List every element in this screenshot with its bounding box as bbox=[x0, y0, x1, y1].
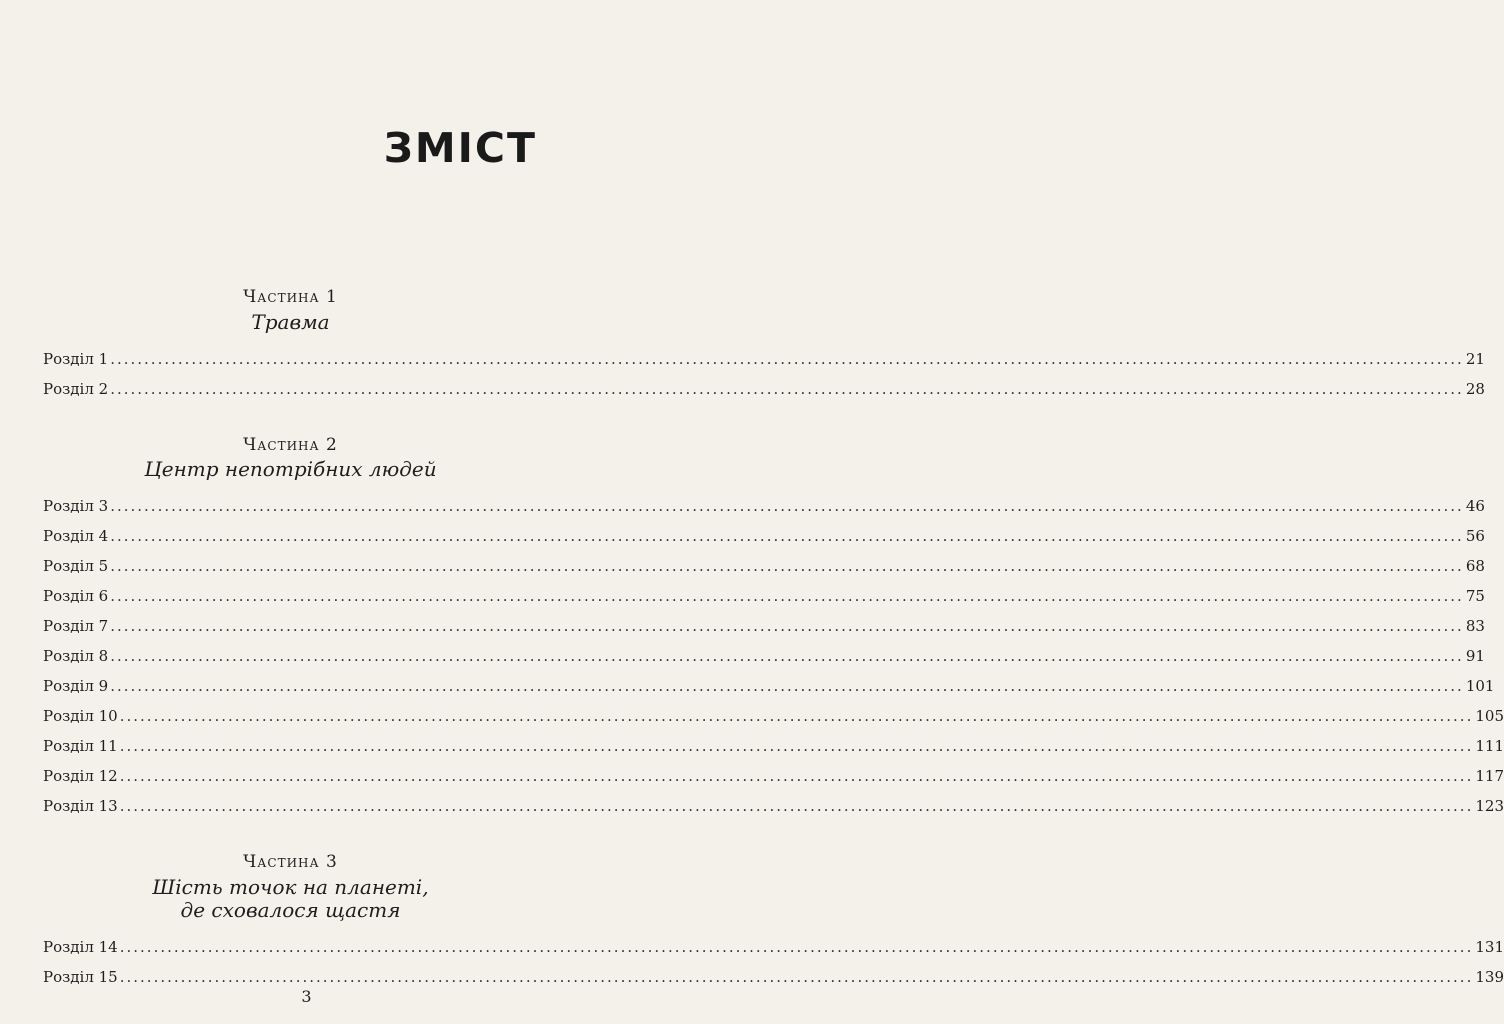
part-title bbox=[43, 458, 538, 481]
dot-leader: ........................................................................................................................................................................................................ bbox=[110, 617, 1464, 636]
part-title-line: Центр непотрібних людей bbox=[144, 457, 437, 482]
toc-entry[interactable] bbox=[43, 791, 1504, 821]
dot-leader: ........................................................................................................................................................................................................ bbox=[110, 527, 1464, 546]
dot-leader: ........................................................................................................................................................................................................ bbox=[119, 767, 1474, 786]
dot-leader: ........................................................................................................................................................................................................ bbox=[110, 349, 1464, 368]
entry-page: 101 bbox=[1465, 677, 1495, 696]
toc-entry[interactable] bbox=[43, 491, 1485, 521]
entry-page: 105 bbox=[1475, 707, 1504, 726]
entry-page: 21 bbox=[1465, 349, 1485, 368]
entry-label: Розділ 11 bbox=[43, 737, 118, 756]
part-label: Частина 2 bbox=[243, 434, 338, 455]
toc-entry[interactable] bbox=[43, 641, 1485, 671]
entry-page: 123 bbox=[1475, 797, 1504, 816]
dot-leader: ........................................................................................................................................................................................................ bbox=[119, 737, 1474, 756]
entry-page: 75 bbox=[1465, 587, 1485, 606]
toc-entry[interactable] bbox=[43, 761, 1504, 791]
toc-entry[interactable] bbox=[43, 671, 1495, 701]
entry-label: Розділ 8 bbox=[43, 647, 109, 666]
part-header bbox=[43, 853, 538, 922]
part-title-line: Травма bbox=[251, 309, 330, 334]
entry-label: Розділ 1 bbox=[43, 349, 109, 368]
entry-label: Розділ 3 bbox=[43, 497, 109, 516]
part-header bbox=[43, 436, 538, 482]
entry-label: Розділ 12 bbox=[43, 767, 118, 786]
entry-page: 131 bbox=[1475, 937, 1504, 956]
dot-leader: ........................................................................................................................................................................................................ bbox=[119, 707, 1474, 726]
part-label: Частина 3 bbox=[243, 852, 338, 873]
toc-entry[interactable] bbox=[43, 521, 1485, 551]
toc-entry[interactable] bbox=[43, 344, 1485, 374]
entry-page: 46 bbox=[1465, 497, 1485, 516]
toc-entry[interactable] bbox=[43, 581, 1485, 611]
entry-page: 68 bbox=[1465, 557, 1485, 576]
entry-label: Розділ 2 bbox=[43, 379, 109, 398]
toc-entry[interactable] bbox=[43, 731, 1504, 761]
part-1 bbox=[43, 287, 1485, 404]
table-of-contents bbox=[43, 287, 1504, 992]
dot-leader: ........................................................................................................................................................................................................ bbox=[110, 379, 1464, 398]
part-header bbox=[43, 288, 538, 334]
dot-leader: ........................................................................................................................................................................................................ bbox=[119, 797, 1474, 816]
dot-leader: ........................................................................................................................................................................................................ bbox=[110, 557, 1464, 576]
part-title bbox=[43, 876, 538, 922]
toc-entry[interactable] bbox=[43, 701, 1504, 731]
page-title: ЗМІСТ bbox=[383, 124, 537, 172]
entry-label: Розділ 6 bbox=[43, 587, 109, 606]
part-title bbox=[43, 311, 538, 334]
entry-page: 117 bbox=[1475, 767, 1504, 786]
entry-label: Розділ 13 bbox=[43, 797, 118, 816]
toc-entry[interactable] bbox=[43, 611, 1485, 641]
dot-leader: ........................................................................................................................................................................................................ bbox=[110, 647, 1464, 666]
entry-label: Розділ 14 bbox=[43, 937, 118, 956]
dot-leader: ........................................................................................................................................................................................................ bbox=[119, 967, 1474, 986]
entry-page: 111 bbox=[1475, 737, 1504, 756]
part-2 bbox=[43, 434, 1504, 822]
dot-leader: ........................................................................................................................................................................................................ bbox=[110, 497, 1464, 516]
entry-page: 91 bbox=[1465, 647, 1485, 666]
toc-entries bbox=[43, 932, 1504, 992]
entry-label: Розділ 10 bbox=[43, 707, 118, 726]
part-3 bbox=[43, 852, 1504, 992]
dot-leader: ........................................................................................................................................................................................................ bbox=[110, 587, 1464, 606]
entry-page: 83 bbox=[1465, 617, 1485, 636]
toc-entries bbox=[43, 344, 1485, 404]
part-title-line: Шість точок на планеті, bbox=[152, 874, 429, 899]
entry-label: Розділ 9 bbox=[43, 677, 109, 696]
toc-entry[interactable] bbox=[43, 374, 1485, 404]
part-title-line: де сховалося щастя bbox=[180, 897, 401, 922]
entry-label: Розділ 4 bbox=[43, 527, 109, 546]
toc-entries bbox=[43, 491, 1504, 821]
entry-label: Розділ 5 bbox=[43, 557, 109, 576]
page-number: 3 bbox=[301, 987, 312, 1006]
dot-leader: ........................................................................................................................................................................................................ bbox=[110, 677, 1464, 696]
toc-entry[interactable] bbox=[43, 932, 1504, 962]
toc-entry[interactable] bbox=[43, 551, 1485, 581]
entry-page: 28 bbox=[1465, 379, 1485, 398]
part-label: Частина 1 bbox=[243, 287, 338, 307]
entry-page: 56 bbox=[1465, 527, 1485, 546]
entry-label: Розділ 15 bbox=[43, 967, 118, 986]
entry-label: Розділ 7 bbox=[43, 617, 109, 636]
entry-page: 139 bbox=[1475, 967, 1504, 986]
dot-leader: ........................................................................................................................................................................................................ bbox=[119, 937, 1474, 956]
